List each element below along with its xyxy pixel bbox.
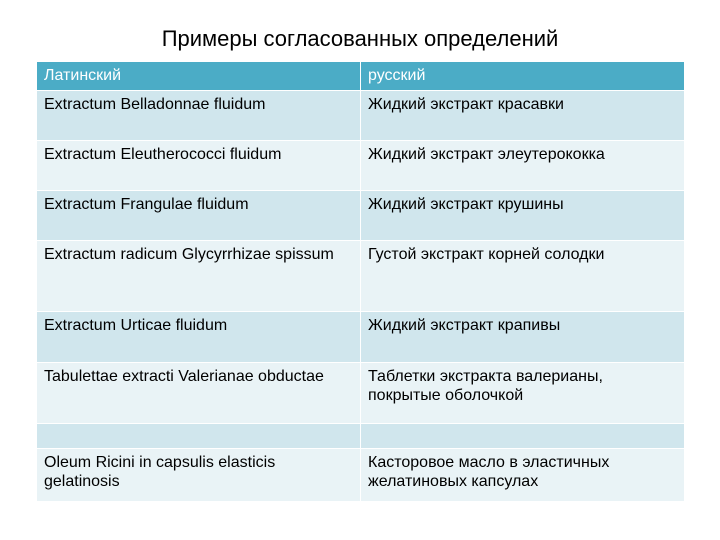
cell-russian: Жидкий экстракт красавки (361, 91, 685, 141)
cell-russian (361, 424, 685, 449)
cell-latin: Oleum Ricini in capsulis elasticis gelatinosis (37, 449, 361, 502)
cell-latin (37, 424, 361, 449)
cell-russian: Густой экстракт корней солодки (361, 241, 685, 312)
cell-latin: Extractum Eleutherococci fluidum (37, 141, 361, 191)
cell-russian: Таблетки экстракта валерианы, покрытые оболочкой (361, 363, 685, 424)
column-header-latin: Латинский (37, 62, 361, 91)
cell-latin: Extractum radicum Glycyrrhizae spissum (37, 241, 361, 312)
cell-russian: Жидкий экстракт крушины (361, 191, 685, 241)
agreement-table (36, 61, 685, 502)
table-row (37, 449, 685, 502)
page-title: Примеры согласованных определений (161, 26, 559, 51)
cell-latin: Extractum Belladonnae fluidum (37, 91, 361, 141)
cell-russian: Жидкий экстракт крапивы (361, 312, 685, 363)
table-row (37, 312, 685, 363)
table-row (37, 241, 685, 312)
cell-russian: Жидкий экстракт элеутерококка (361, 141, 685, 191)
column-header-russian: русский (361, 62, 685, 91)
table-header-row (37, 62, 685, 91)
table-row (37, 91, 685, 141)
table-row (37, 191, 685, 241)
table-row-empty (37, 424, 685, 449)
table-row (37, 363, 685, 424)
cell-latin: Tabulettae extracti Valerianae obductae (37, 363, 361, 424)
cell-latin: Extractum Urticae fluidum (37, 312, 361, 363)
cell-russian: Касторовое масло в эластичных желатиновых капсулах (361, 449, 685, 502)
table-row (37, 141, 685, 191)
cell-latin: Extractum Frangulae fluidum (37, 191, 361, 241)
